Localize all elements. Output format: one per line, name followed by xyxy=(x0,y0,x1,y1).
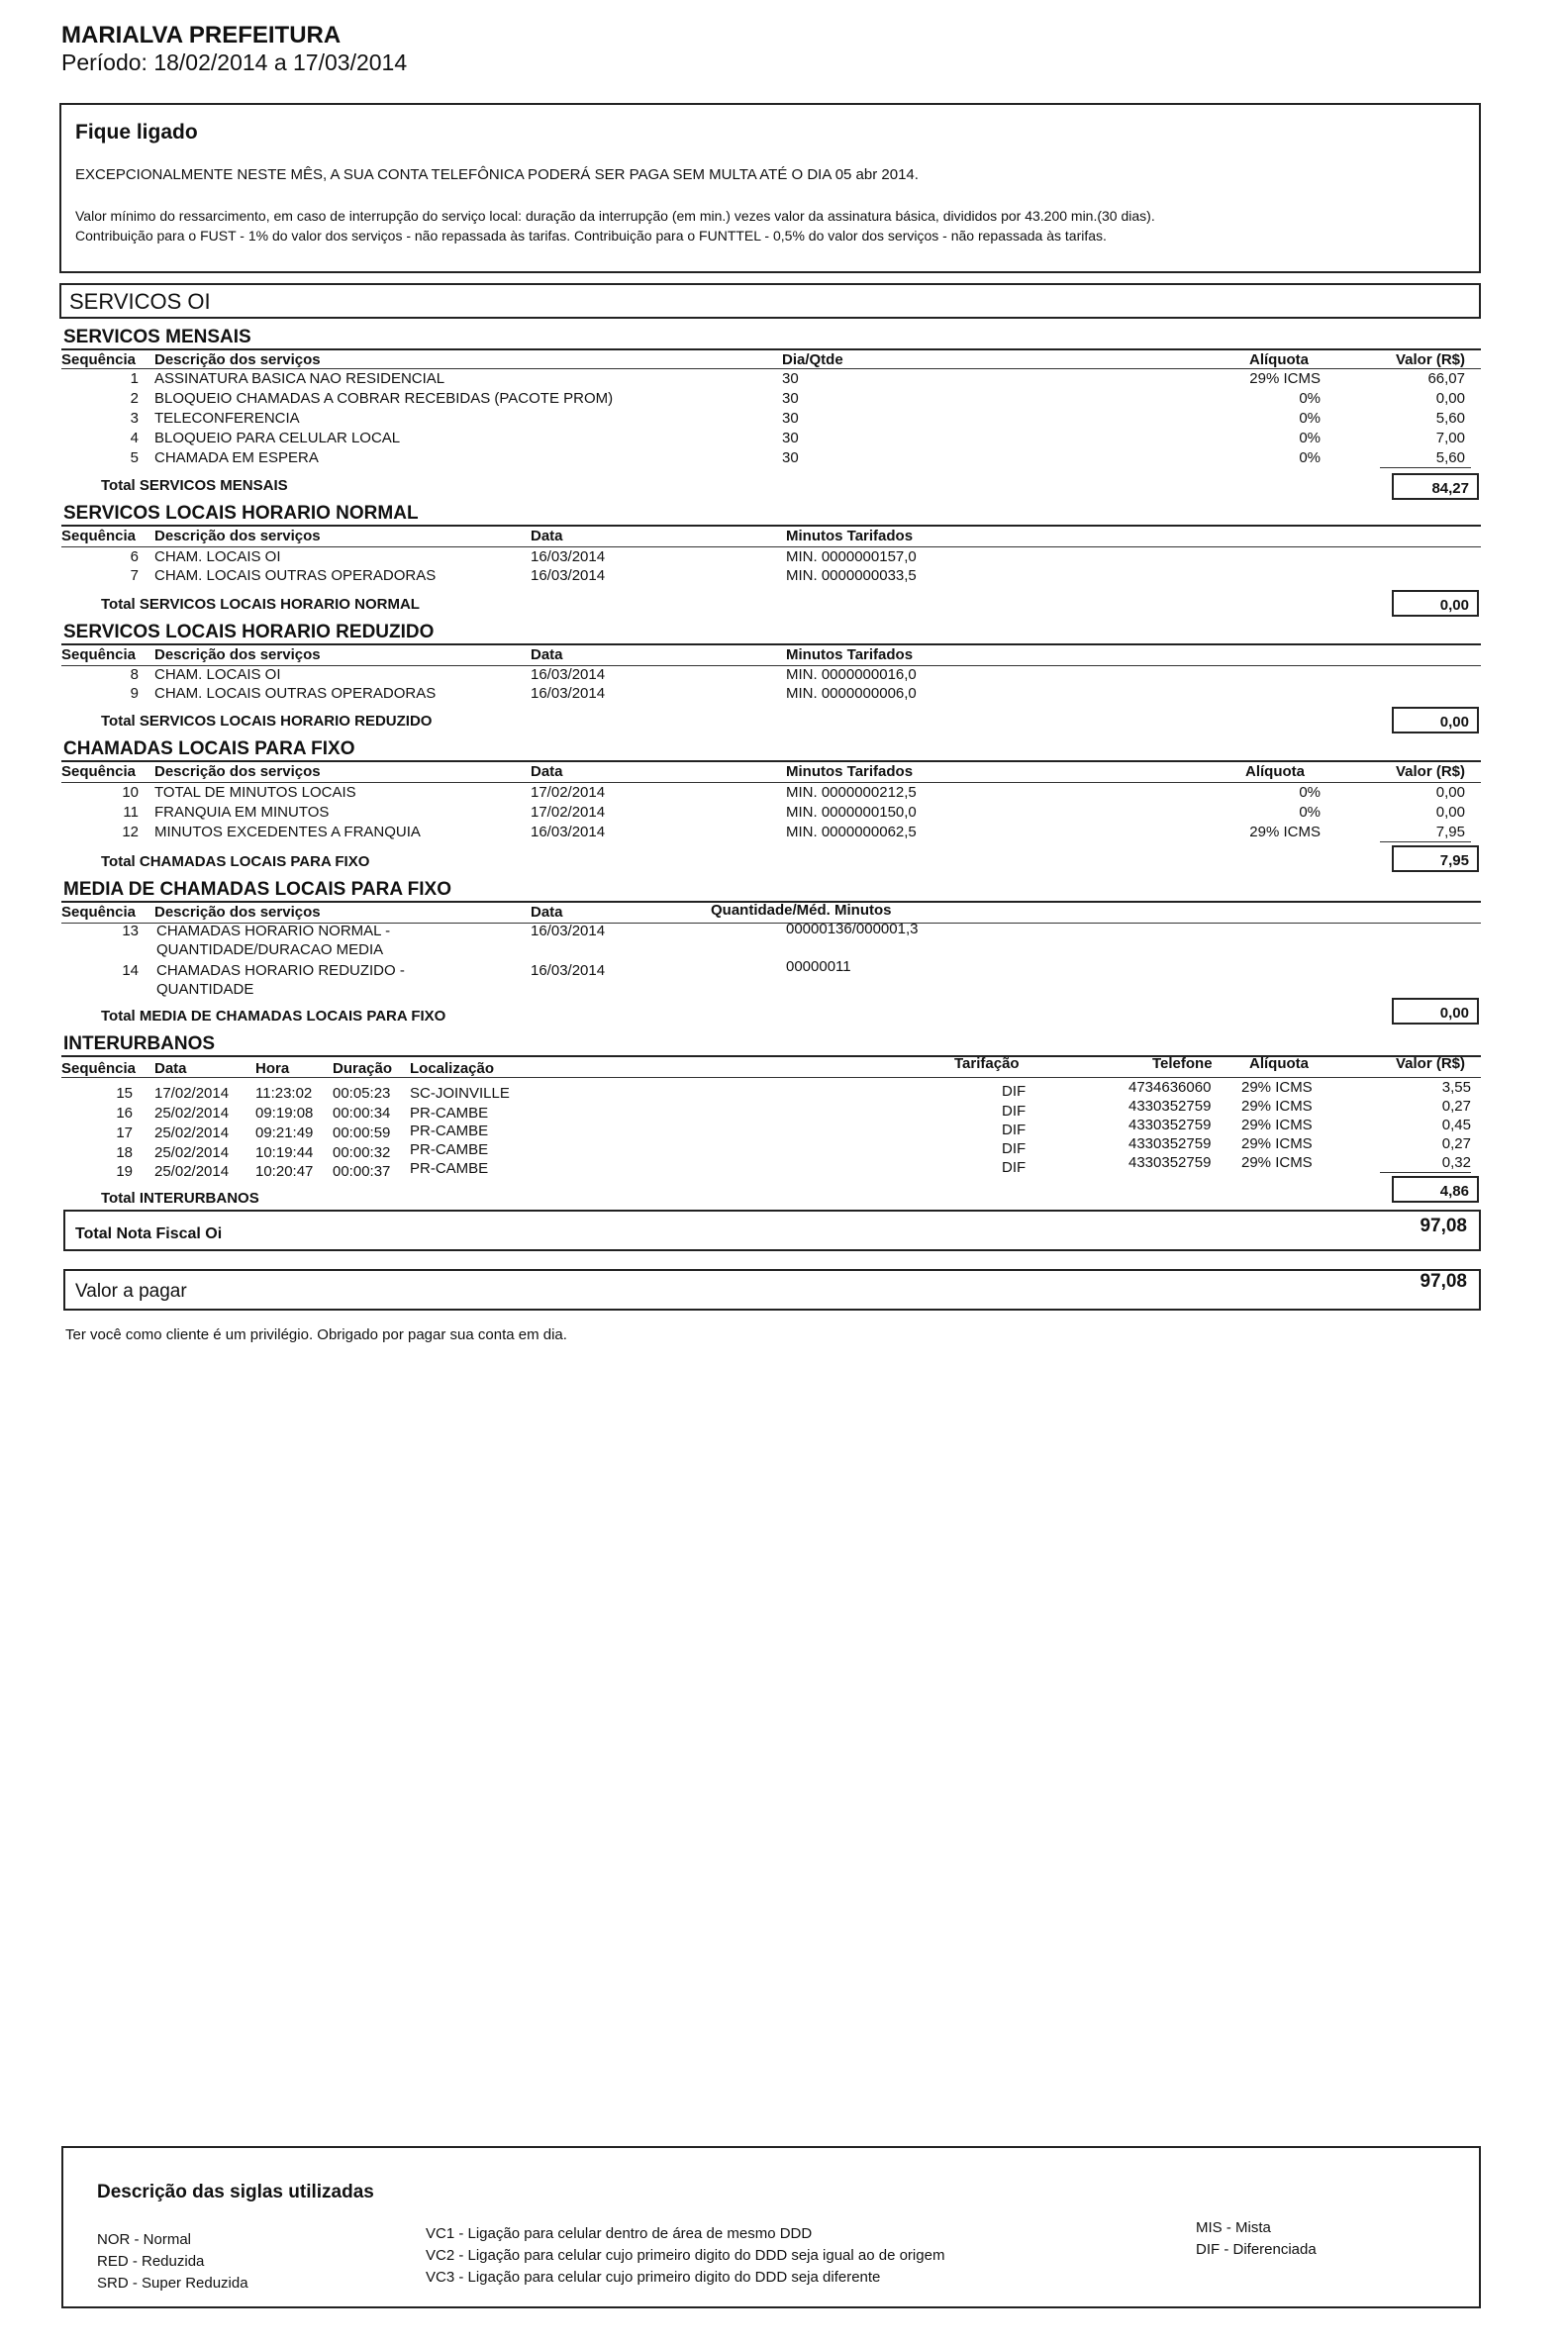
table-cell: 25/02/2014 xyxy=(154,1124,230,1141)
table-cell: FRANQUIA EM MINUTOS xyxy=(154,804,330,821)
table-cell: 0% xyxy=(1299,430,1321,446)
total-nota-label: Total Nota Fiscal Oi xyxy=(75,1225,223,1242)
col-seq: Sequência xyxy=(61,528,137,544)
table-cell: 5,60 xyxy=(1435,449,1465,466)
table-cell: MIN. 0000000006,0 xyxy=(786,685,917,702)
table-cell: 4330352759 xyxy=(1128,1154,1212,1171)
table-cell: SC-JOINVILLE xyxy=(410,1085,510,1102)
notice-line-2: Valor mínimo do ressarcimento, em caso de interrupção do serviço local: duração da interrupção (em min.) vezes valor da assinatura básica, divididos por 43.200 min.(30 dias). xyxy=(75,208,1155,224)
table-cell: 0,27 xyxy=(1441,1098,1471,1115)
table-cell: QUANTIDADE/DURACAO MEDIA xyxy=(156,941,384,958)
table-cell: 10:20:47 xyxy=(255,1163,314,1180)
table-cell: 8 xyxy=(130,666,139,683)
legend-item: DIF - Diferenciada xyxy=(1196,2241,1317,2258)
table-cell: 29% ICMS xyxy=(1241,1098,1313,1115)
col-seq: Sequência xyxy=(61,763,137,780)
table-cell: MIN. 0000000062,5 xyxy=(786,824,917,840)
table-cell: CHAM. LOCAIS OUTRAS OPERADORAS xyxy=(154,567,437,584)
table-cell: MINUTOS EXCEDENTES A FRANQUIA xyxy=(154,824,421,840)
col-seq: Sequência xyxy=(61,351,137,368)
table-cell: 7,95 xyxy=(1435,824,1465,840)
table-cell: 16/03/2014 xyxy=(531,923,606,939)
table-cell: 00000136/000001,3 xyxy=(786,921,919,937)
col-qtd: Quantidade/Méd. Minutos xyxy=(711,902,892,919)
col-min: Minutos Tarifados xyxy=(786,528,914,544)
table-cell: CHAMADAS HORARIO REDUZIDO - xyxy=(156,962,405,979)
table-cell: 0% xyxy=(1299,804,1321,821)
table-cell: 16/03/2014 xyxy=(531,567,606,584)
table-cell: PR-CAMBE xyxy=(410,1141,489,1158)
col-desc: Descrição dos serviços xyxy=(154,904,321,921)
table-cell: 2 xyxy=(130,390,139,407)
table-cell: 0% xyxy=(1299,449,1321,466)
table-cell: 30 xyxy=(782,449,799,466)
col-seq: Sequência xyxy=(61,1060,137,1077)
table-cell: 0,00 xyxy=(1435,390,1465,407)
table-cell: 17/02/2014 xyxy=(154,1085,230,1102)
legend-item: SRD - Super Reduzida xyxy=(97,2275,248,2292)
table-cell: 16/03/2014 xyxy=(531,685,606,702)
table-cell: 4734636060 xyxy=(1128,1079,1212,1096)
table-cell: BLOQUEIO PARA CELULAR LOCAL xyxy=(154,430,401,446)
col-aliq: Alíquota xyxy=(1249,351,1309,368)
total-value-normal: 0,00 xyxy=(1392,590,1479,617)
section-title-fixo: CHAMADAS LOCAIS PARA FIXO xyxy=(63,738,355,759)
table-cell: 29% ICMS xyxy=(1241,1154,1313,1171)
table-cell: 25/02/2014 xyxy=(154,1105,230,1122)
table-cell: 25/02/2014 xyxy=(154,1144,230,1161)
table-cell: 10 xyxy=(122,784,139,801)
table-cell: 9 xyxy=(130,685,139,702)
table-cell: DIF xyxy=(1002,1083,1027,1100)
table-cell: 3,55 xyxy=(1441,1079,1471,1096)
table-cell: 16/03/2014 xyxy=(531,666,606,683)
table-cell: 0,45 xyxy=(1441,1117,1471,1133)
table-cell: 0,00 xyxy=(1435,804,1465,821)
col-data: Data xyxy=(531,763,563,780)
total-value-media: 0,00 xyxy=(1392,998,1479,1025)
col-min: Minutos Tarifados xyxy=(786,763,914,780)
table-cell: 5 xyxy=(130,449,139,466)
table-cell: BLOQUEIO CHAMADAS A COBRAR RECEBIDAS (PACOTE PROM) xyxy=(154,390,614,407)
table-cell: DIF xyxy=(1002,1122,1027,1138)
table-cell: 17 xyxy=(116,1124,133,1141)
section-title-media: MEDIA DE CHAMADAS LOCAIS PARA FIXO xyxy=(63,879,451,900)
table-cell: CHAM. LOCAIS OI xyxy=(154,548,281,565)
legend-col-2 xyxy=(426,2223,944,2289)
table-cell: 11:23:02 xyxy=(255,1085,313,1102)
table-cell: 30 xyxy=(782,390,799,407)
table-cell: 4 xyxy=(130,430,139,446)
total-label-media: Total MEDIA DE CHAMADAS LOCAIS PARA FIXO xyxy=(101,1008,446,1025)
total-label-reduzido: Total SERVICOS LOCAIS HORARIO REDUZIDO xyxy=(101,713,433,730)
valor-pagar-label: Valor a pagar xyxy=(75,1281,187,1302)
col-tarifacao: Tarifação xyxy=(954,1055,1020,1072)
table-cell: 3 xyxy=(130,410,139,427)
table-cell: 25/02/2014 xyxy=(154,1163,230,1180)
legend-col-3 xyxy=(1196,2217,1317,2261)
legend-box xyxy=(61,2146,1481,2308)
col-aliq: Alíquota xyxy=(1245,763,1305,780)
table-cell: DIF xyxy=(1002,1103,1027,1120)
table-cell: MIN. 0000000150,0 xyxy=(786,804,917,821)
table-cell: 16 xyxy=(116,1105,133,1122)
services-title-box xyxy=(59,283,1481,319)
total-label-normal: Total SERVICOS LOCAIS HORARIO NORMAL xyxy=(101,596,420,613)
table-cell: MIN. 0000000016,0 xyxy=(786,666,917,683)
table-cell: 30 xyxy=(782,410,799,427)
notice-line-3: Contribuição para o FUST - 1% do valor dos serviços - não repassada às tarifas. Contribuição para o FUNTTEL - 0,5% do valor dos serviços - não repassada às tarifas. xyxy=(75,228,1107,244)
table-cell: 11 xyxy=(123,804,139,821)
table-cell: 00:05:23 xyxy=(333,1085,391,1102)
legend-item: VC2 - Ligação para celular cujo primeiro digito do DDD seja igual ao de origem xyxy=(426,2247,945,2264)
section-title-normal: SERVICOS LOCAIS HORARIO NORMAL xyxy=(63,503,419,524)
col-aliq: Alíquota xyxy=(1249,1055,1309,1072)
col-data: Data xyxy=(154,1060,187,1077)
table-cell: 00:00:37 xyxy=(333,1163,391,1180)
col-desc: Descrição dos serviços xyxy=(154,763,321,780)
table-cell: CHAM. LOCAIS OUTRAS OPERADORAS xyxy=(154,685,437,702)
table-cell: 00000011 xyxy=(786,958,851,975)
table-cell: 16/03/2014 xyxy=(531,548,606,565)
billing-period: Período: 18/02/2014 a 17/03/2014 xyxy=(61,49,408,75)
table-cell: PR-CAMBE xyxy=(410,1123,489,1139)
table-cell: 4330352759 xyxy=(1128,1135,1212,1152)
total-nota-value: 97,08 xyxy=(1420,1216,1467,1236)
notice-title: Fique ligado xyxy=(75,121,198,144)
table-cell: 1 xyxy=(130,370,139,387)
table-cell: 15 xyxy=(116,1085,133,1102)
total-label-fixo: Total CHAMADAS LOCAIS PARA FIXO xyxy=(101,853,370,870)
col-localizacao: Localização xyxy=(410,1060,495,1077)
table-cell: 4330352759 xyxy=(1128,1098,1212,1115)
table-cell: PR-CAMBE xyxy=(410,1105,489,1122)
table-cell: 00:00:59 xyxy=(333,1124,391,1141)
col-data: Data xyxy=(531,528,563,544)
table-cell: 5,60 xyxy=(1435,410,1465,427)
table-cell: 6 xyxy=(130,548,139,565)
valor-pagar-box xyxy=(63,1269,1481,1311)
table-cell: 12 xyxy=(122,824,139,840)
section-title-reduzido: SERVICOS LOCAIS HORARIO REDUZIDO xyxy=(63,622,435,642)
table-cell: 10:19:44 xyxy=(255,1144,314,1161)
table-cell: 0,27 xyxy=(1441,1135,1471,1152)
table-cell: 00:00:34 xyxy=(333,1105,391,1122)
legend-title: Descrição das siglas utilizadas xyxy=(97,2182,374,2202)
table-cell: CHAMADA EM ESPERA xyxy=(154,449,319,466)
table-cell: 0,32 xyxy=(1441,1154,1471,1171)
col-valor: Valor (R$) xyxy=(1395,1055,1465,1072)
table-cell: DIF xyxy=(1002,1140,1027,1157)
table-cell: 17/02/2014 xyxy=(531,784,606,801)
col-seq: Sequência xyxy=(61,646,137,663)
thanks-message: Ter você como cliente é um privilégio. Obrigado por pagar sua conta em dia. xyxy=(65,1326,567,1343)
table-cell: 19 xyxy=(116,1163,133,1180)
table-cell: QUANTIDADE xyxy=(156,981,254,998)
col-hora: Hora xyxy=(255,1060,290,1077)
table-cell: 0% xyxy=(1299,784,1321,801)
table-cell: 13 xyxy=(122,923,139,939)
col-min: Minutos Tarifados xyxy=(786,646,914,663)
total-label-inter: Total INTERURBANOS xyxy=(101,1190,259,1207)
table-cell: MIN. 0000000033,5 xyxy=(786,567,917,584)
col-telefone: Telefone xyxy=(1152,1055,1213,1072)
table-cell: MIN. 0000000157,0 xyxy=(786,548,917,565)
company-name: MARIALVA PREFEITURA xyxy=(61,22,342,49)
col-valor: Valor (R$) xyxy=(1395,763,1465,780)
col-desc: Descrição dos serviços xyxy=(154,646,321,663)
total-value-fixo: 7,95 xyxy=(1392,845,1479,872)
table-cell: 7,00 xyxy=(1435,430,1465,446)
col-data: Data xyxy=(531,646,563,663)
col-desc: Descrição dos serviços xyxy=(154,528,321,544)
table-cell: 4330352759 xyxy=(1128,1117,1212,1133)
table-cell: 30 xyxy=(782,430,799,446)
table-cell: CHAMADAS HORARIO NORMAL - xyxy=(156,923,391,939)
col-valor: Valor (R$) xyxy=(1395,351,1465,368)
table-cell: DIF xyxy=(1002,1159,1027,1176)
col-data: Data xyxy=(531,904,563,921)
table-cell: 29% ICMS xyxy=(1249,370,1321,387)
table-cell: 09:19:08 xyxy=(255,1105,314,1122)
table-cell: 16/03/2014 xyxy=(531,824,606,840)
services-title: SERVICOS OI xyxy=(69,289,211,314)
table-cell: TELECONFERENCIA xyxy=(154,410,300,427)
valor-pagar-value: 97,08 xyxy=(1420,1271,1467,1292)
table-cell: TOTAL DE MINUTOS LOCAIS xyxy=(154,784,356,801)
col-qty: Dia/Qtde xyxy=(782,351,843,368)
total-nota-box xyxy=(63,1210,1481,1251)
table-cell: 0% xyxy=(1299,390,1321,407)
table-cell: 18 xyxy=(116,1144,133,1161)
legend-item: VC3 - Ligação para celular cujo primeiro digito do DDD seja diferente xyxy=(426,2269,881,2286)
total-value-inter: 4,86 xyxy=(1392,1176,1479,1203)
total-value-mensais: 84,27 xyxy=(1392,473,1479,500)
table-cell: 16/03/2014 xyxy=(531,962,606,979)
table-cell: 66,07 xyxy=(1427,370,1465,387)
table-cell: 7 xyxy=(130,567,139,584)
notice-line-1: EXCEPCIONALMENTE NESTE MÊS, A SUA CONTA TELEFÔNICA PODERÁ SER PAGA SEM MULTA ATÉ O DIA 05 abr 2014. xyxy=(75,166,919,183)
table-cell: 29% ICMS xyxy=(1249,824,1321,840)
legend-col-1 xyxy=(97,2229,248,2295)
legend-item: VC1 - Ligação para celular dentro de área de mesmo DDD xyxy=(426,2225,813,2242)
table-cell: MIN. 0000000212,5 xyxy=(786,784,917,801)
total-value-reduzido: 0,00 xyxy=(1392,707,1479,733)
section-title-mensais: SERVICOS MENSAIS xyxy=(63,327,251,347)
legend-item: NOR - Normal xyxy=(97,2231,192,2248)
table-cell: 29% ICMS xyxy=(1241,1079,1313,1096)
table-cell: PR-CAMBE xyxy=(410,1160,489,1177)
table-cell: 09:21:49 xyxy=(255,1124,314,1141)
table-cell: 30 xyxy=(782,370,799,387)
table-cell: ASSINATURA BASICA NAO RESIDENCIAL xyxy=(154,370,445,387)
table-cell: 00:00:32 xyxy=(333,1144,391,1161)
table-cell: 29% ICMS xyxy=(1241,1135,1313,1152)
table-cell: 14 xyxy=(122,962,139,979)
legend-item: RED - Reduzida xyxy=(97,2253,205,2270)
col-duracao: Duração xyxy=(333,1060,393,1077)
col-seq: Sequência xyxy=(61,904,137,921)
section-title-inter: INTERURBANOS xyxy=(63,1033,216,1054)
table-cell: 0% xyxy=(1299,410,1321,427)
legend-item: MIS - Mista xyxy=(1196,2219,1271,2236)
notice-box xyxy=(59,103,1481,273)
table-cell: CHAM. LOCAIS OI xyxy=(154,666,281,683)
table-cell: 17/02/2014 xyxy=(531,804,606,821)
table-cell: 29% ICMS xyxy=(1241,1117,1313,1133)
total-label-mensais: Total SERVICOS MENSAIS xyxy=(101,477,288,494)
table-cell: 0,00 xyxy=(1435,784,1465,801)
col-desc: Descrição dos serviços xyxy=(154,351,321,368)
